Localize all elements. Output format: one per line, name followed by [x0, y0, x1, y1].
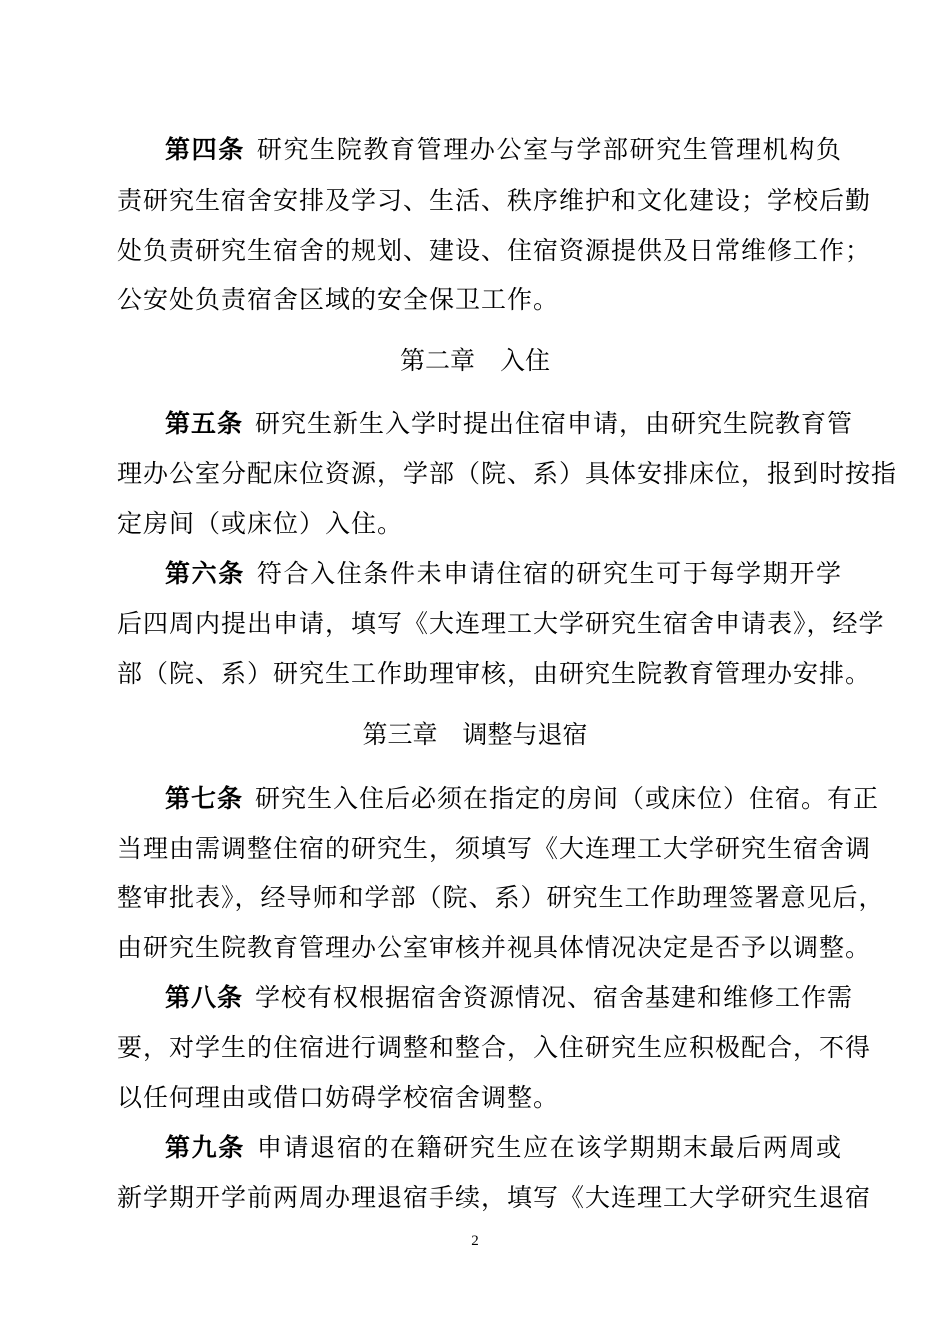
- article-8-text-1: 学校有权根据宿舍资源情况、宿舍基建和维修工作需: [255, 983, 854, 1012]
- article-4-line-2: 责研究生宿舍安排及学习、生活、秩序维护和文化建设；学校后勤: [117, 186, 872, 215]
- article-9-line-1: [165, 1132, 842, 1164]
- article-9-text-1: 申请退宿的在籍研究生应在该学期期末最后两周或: [256, 1133, 842, 1162]
- article-5-line-2: 理办公室分配床位资源，学部（院、系）具体安排床位，报到时按指: [117, 459, 898, 488]
- chapter-2-heading: 第二章 入住: [399, 346, 550, 375]
- article-5-label: 第五条: [165, 409, 244, 438]
- article-9-label: 第九条: [165, 1133, 245, 1162]
- page-number: 2: [471, 1233, 479, 1249]
- article-7-line-2: 当理由需调整住宿的研究生，须填写《大连理工大学研究生宿舍调: [117, 834, 872, 863]
- article-5-line-3: 定房间（或床位）入住。: [117, 509, 404, 538]
- article-4-line-3: 处负责研究生宿舍的规划、建设、住宿资源提供及日常维修工作；: [117, 236, 872, 265]
- article-8-line-3: 以任何理由或借口妨碍学校宿舍调整。: [117, 1083, 560, 1112]
- article-4-label: 第四条: [165, 135, 245, 164]
- article-4-text-1: 研究生院教育管理办公室与学部研究生管理机构负: [256, 135, 842, 164]
- article-6-text-1: 符合入住条件未申请住宿的研究生可于每学期开学: [256, 559, 842, 588]
- chapter-3-heading: 第三章 调整与退宿: [362, 720, 588, 749]
- article-6-label: 第六条: [165, 559, 245, 588]
- article-6-line-1: [165, 558, 842, 590]
- article-5-text-1: 研究生新生入学时提出住宿申请，由研究生院教育管: [255, 409, 854, 438]
- article-8-line-2: 要，对学生的住宿进行调整和整合，入住研究生应积极配合，不得: [117, 1033, 872, 1062]
- article-6-line-3: 部（院、系）研究生工作助理审核，由研究生院教育管理办安排。: [117, 659, 872, 688]
- article-8-label: 第八条: [165, 983, 244, 1012]
- article-4-line-4: 公安处负责宿舍区域的安全保卫工作。: [117, 285, 560, 314]
- article-7-line-4: 由研究生院教育管理办公室审核并视具体情况决定是否予以调整。: [117, 933, 872, 962]
- article-7-text-1: 研究生入住后必须在指定的房间（或床位）住宿。有正: [255, 784, 880, 813]
- article-4-line-1: [165, 134, 842, 166]
- article-7-line-3: 整审批表》，经导师和学部（院、系）研究生工作助理签署意见后，: [117, 883, 885, 912]
- article-9-line-2: 新学期开学前两周办理退宿手续，填写《大连理工大学研究生退宿: [117, 1183, 872, 1212]
- article-8-line-1: [165, 982, 854, 1014]
- article-7-line-1: [165, 783, 880, 815]
- article-6-line-2: 后四周内提出申请，填写《大连理工大学研究生宿舍申请表》，经学: [117, 609, 885, 638]
- article-5-line-1: [165, 408, 854, 440]
- article-7-label: 第七条: [165, 784, 244, 813]
